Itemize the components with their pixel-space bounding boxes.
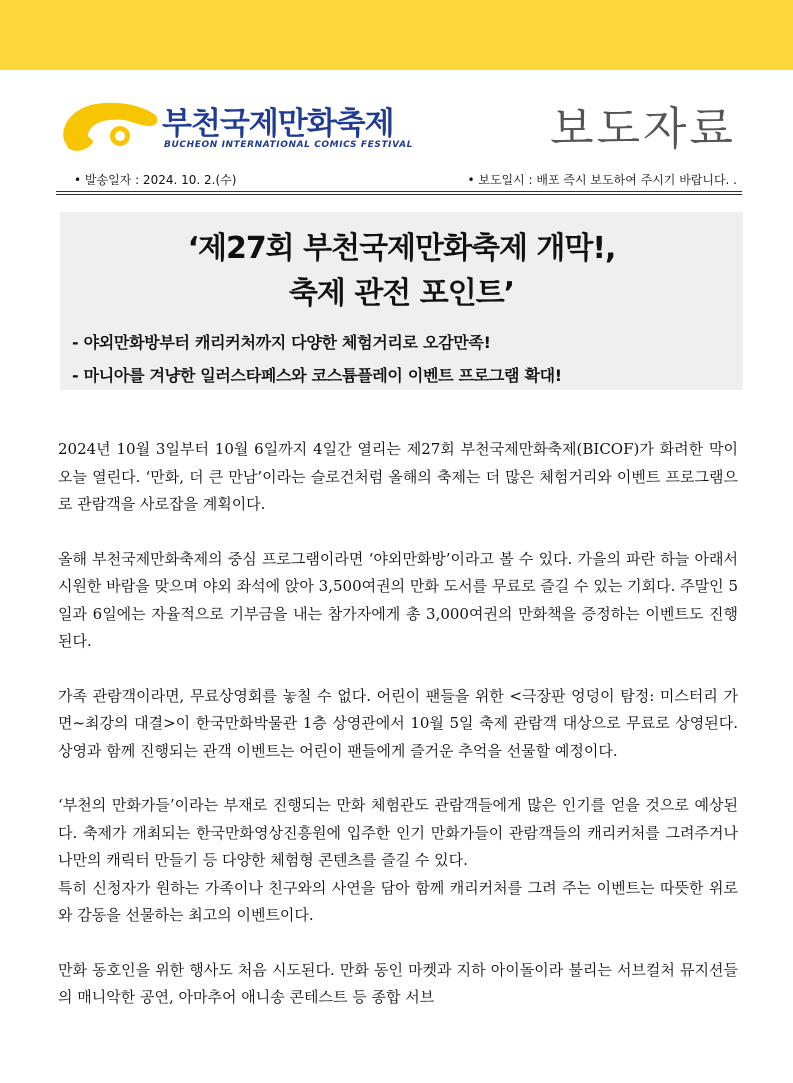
subheadline-1: - 야외만화방부터 캐리커처까지 다양한 체험거리로 오감만족! <box>72 333 491 352</box>
logo-name-english: BUCHEON INTERNATIONAL COMICS FESTIVAL <box>164 140 413 150</box>
headline-line-2: 축제 관전 포인트’ <box>288 276 515 311</box>
header-divider-secondary <box>56 194 742 195</box>
release-instruction: • 보도일시 : 배포 즉시 보도하여 주시기 바랍니다. . <box>467 173 737 187</box>
paragraph-2: 올해 부천국제만화축제의 중심 프로그램이라면 ‘야외만화방’이라고 볼 수 있다. 가을의 파란 하늘 아래서 시원한 바람을 맞으며 야외 좌석에 앉아 3,500여권의 만화 도서를 무료로 즐길 수 있는 기회다. 주말인 5일과 6일에는 자율적으로 기부금을 내는 참가자에게 총 3,000여권의 만화책을 증정하는 이벤트도 진행된다. <box>58 549 738 650</box>
logo-mark-icon <box>58 96 162 160</box>
festival-logo <box>58 96 413 160</box>
headline <box>60 226 743 316</box>
paragraph-5: 특히 신청자가 원하는 가족이나 친구와의 사연을 담아 함께 캐리커처를 그려 주는 이벤트는 따뜻한 위로와 감동을 선물하는 최고의 이벤트이다. <box>58 878 738 924</box>
headline-box <box>60 212 743 390</box>
document-type-title: 보도자료 <box>550 102 736 155</box>
paragraph-3: 가족 관람객이라면, 무료상영회를 놓칠 수 없다. 어린이 팬들을 위한 <극장판 엉덩이 탐정: 미스터리 가면~최강의 대결>이 한국만화박물관 1층 상영관에서 10월 5일 축제 관람객 대상으로 무료로 상영된다. 상영과 함께 진행되는 관객 이벤트는 어린이 팬들에게 즐거운 추억을 선물할 예정이다. <box>58 686 738 760</box>
header-divider <box>56 191 742 192</box>
paragraph-6: 만화 동호인을 위한 행사도 처음 시도된다. 만화 동인 마켓과 지하 아이돌이라 불리는 서브컬처 뮤지션들의 매니악한 공연, 아마추어 애니송 콘테스트 등 종합 서브 <box>58 960 738 1006</box>
paragraph-1: 2024년 10월 3일부터 10월 6일까지 4일간 열리는 제27회 부천국제만화축제(BICOF)가 화려한 막이 오늘 열린다. ‘만화, 더 큰 만남’이라는 슬로건처럼 올해의 축제는 더 많은 체험거리와 이벤트 프로그램으로 관람객을 사로잡을 계획이다. <box>58 440 738 513</box>
logo-name-korean: 부천국제만화축제 <box>162 106 394 142</box>
top-color-bar <box>0 0 793 70</box>
article-body <box>58 436 738 1039</box>
send-date: • 발송일자 : 2024. 10. 2.(수) <box>74 173 237 187</box>
headline-line-1: ‘제27회 부천국제만화축제 개막!, <box>187 231 616 266</box>
subheadline-2: - 마니아를 겨냥한 일러스타페스와 코스튬플레이 이벤트 프로그램 확대! <box>72 366 562 385</box>
paragraph-4: ‘부천의 만화가들’이라는 부재로 진행되는 만화 체험관도 관람객들에게 많은 인기를 얻을 것으로 예상된다. 축제가 개최되는 한국만화영상진흥원에 입주한 인기 만화가들이 관람객들의 캐리커처를 그려주거나 나만의 캐릭터 만들기 등 다양한 체험형 콘텐츠를 즐길 수 있다. <box>58 796 738 869</box>
